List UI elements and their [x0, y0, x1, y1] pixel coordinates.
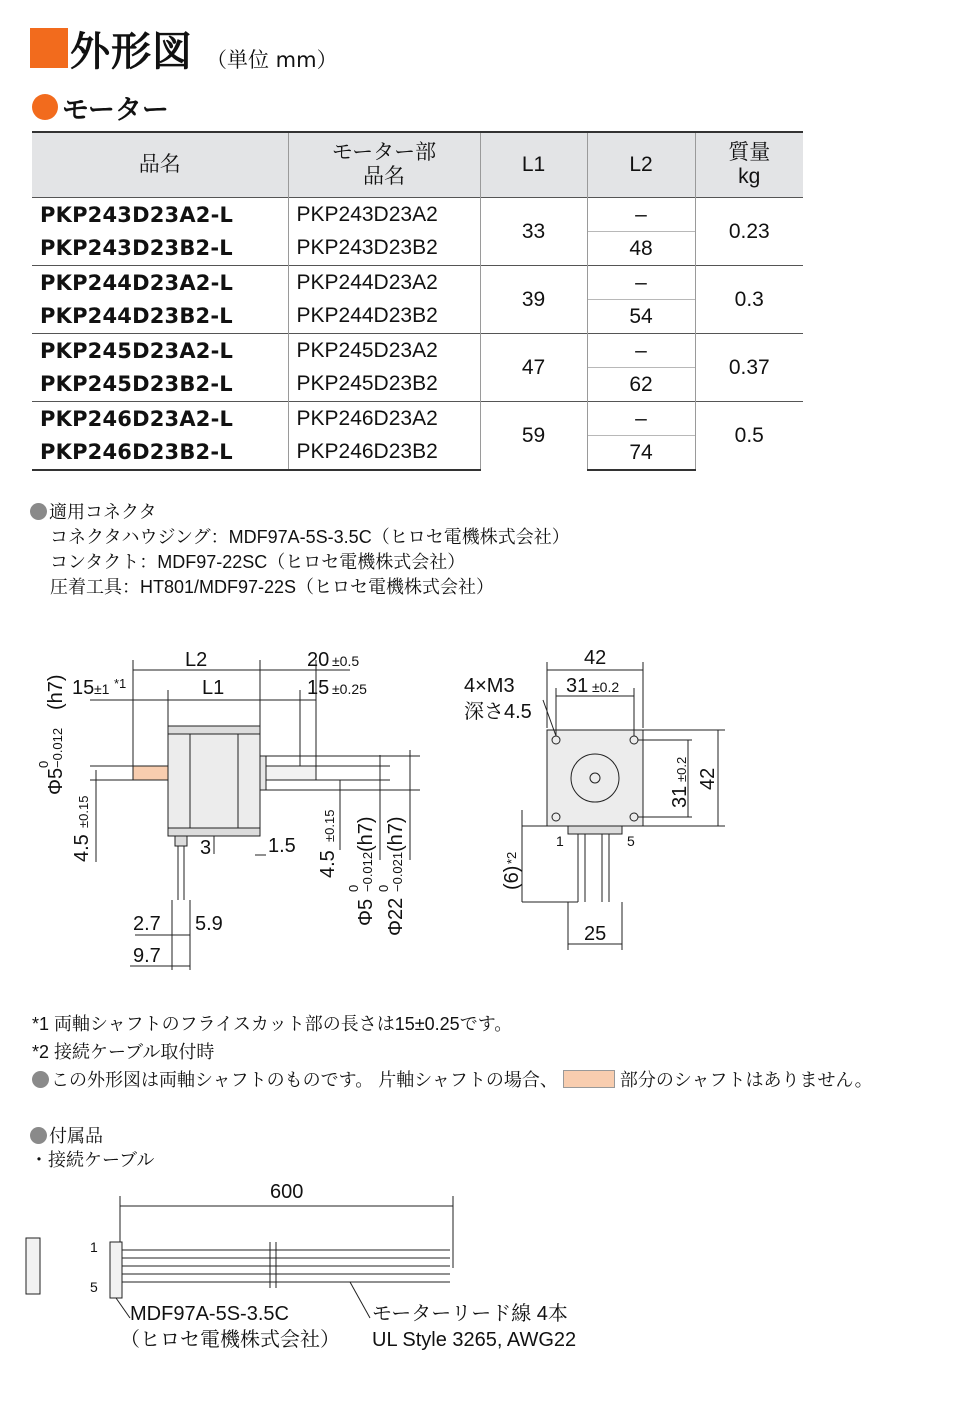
svg-text:15: 15 — [307, 677, 330, 699]
table-row: PKP245D23A2-L PKP245D23A2 47 – 0.37 — [32, 334, 803, 368]
svg-text:−0.021: −0.021 — [390, 851, 405, 892]
bullet-icon — [30, 1127, 47, 1144]
cable-drawing — [20, 1178, 620, 1358]
connector-title: 適用コネクタ — [49, 502, 157, 522]
svg-text:4.5: 4.5 — [317, 850, 339, 878]
svg-text:(6): (6) — [501, 865, 523, 890]
table-row: PKP245D23B2-L PKP245D23B2 62 — [32, 368, 803, 402]
svg-text:4.5: 4.5 — [71, 834, 93, 862]
table-row: PKP243D23B2-L PKP243D23B2 48 — [32, 232, 803, 266]
svg-text:−0.012: −0.012 — [360, 851, 375, 892]
connector-housing: コネクタハウジング：MDF97A-5S-3.5C（ヒロセ電機株式会社） — [50, 527, 570, 547]
svg-text:42: 42 — [697, 767, 719, 790]
svg-text:5: 5 — [627, 833, 635, 849]
table-header-row — [32, 132, 803, 198]
connector-tool: 圧着工具：HT801/MDF97-22S（ヒロセ電機株式会社） — [50, 577, 495, 597]
svg-text:Φ5: Φ5 — [355, 898, 377, 926]
col-part-name: 品名 — [32, 132, 288, 198]
svg-text:0: 0 — [376, 884, 391, 892]
svg-text:42: 42 — [584, 647, 607, 669]
svg-text:0: 0 — [36, 760, 51, 768]
svg-text:(h7): (h7) — [355, 816, 377, 852]
svg-text:MDF97A-5S-3.5C: MDF97A-5S-3.5C — [130, 1303, 289, 1325]
svg-text:深さ4.5: 深さ4.5 — [464, 701, 532, 723]
table-row: PKP243D23A2-L PKP243D23A2 33 – 0.23 — [32, 198, 803, 232]
svg-text:±1: ±1 — [94, 681, 110, 697]
svg-text:4×M3: 4×M3 — [464, 675, 515, 697]
svg-text:1.5: 1.5 — [268, 835, 296, 857]
spec-table — [32, 131, 803, 471]
accessory-notes — [30, 1124, 154, 1172]
svg-text:5: 5 — [90, 1279, 98, 1295]
svg-text:0: 0 — [346, 884, 361, 892]
svg-text:31: 31 — [566, 675, 589, 697]
section-title: モーター — [62, 95, 169, 126]
svg-text:600: 600 — [270, 1181, 304, 1203]
svg-text:L1: L1 — [202, 677, 225, 699]
connector-contact: コンタクト：MDF97-22SC（ヒロセ電機株式会社） — [50, 552, 466, 572]
footnote-3a: この外形図は両軸シャフトのものです。 片軸シャフトの場合、 — [51, 1070, 558, 1090]
section-bullet-icon — [32, 94, 58, 120]
footnote-1: *1 両軸シャフトのフライスカット部の長さは15±0.25です。 — [32, 1014, 513, 1034]
svg-text:31: 31 — [669, 785, 691, 808]
bullet-icon — [30, 503, 47, 520]
svg-text:UL Style 3265, AWG22: UL Style 3265, AWG22 — [372, 1329, 577, 1351]
svg-text:25: 25 — [584, 923, 607, 945]
svg-text:9.7: 9.7 — [133, 945, 161, 967]
svg-text:−0.012: −0.012 — [50, 727, 65, 768]
svg-text:Φ5: Φ5 — [45, 767, 67, 795]
svg-text:15: 15 — [72, 677, 95, 699]
connector-notes — [30, 500, 570, 600]
col-l1: L1 — [480, 132, 587, 198]
table-row: PKP244D23A2-L PKP244D23A2 39 – 0.3 — [32, 266, 803, 300]
svg-text:Φ22: Φ22 — [385, 897, 407, 936]
col-mass: 質量 kg — [695, 132, 803, 198]
bullet-icon — [32, 1071, 49, 1088]
svg-text:±0.15: ±0.15 — [76, 795, 91, 828]
front-view-drawing — [450, 640, 750, 960]
table-row: PKP244D23B2-L PKP244D23B2 54 — [32, 300, 803, 334]
side-view-drawing — [0, 630, 450, 975]
page-title: 外形図 — [70, 29, 193, 75]
col-motor-part: モーター部 品名 — [288, 132, 480, 198]
svg-text:モーターリード線 4本: モーターリード線 4本 — [372, 1303, 568, 1325]
svg-text:±0.2: ±0.2 — [592, 679, 620, 695]
svg-text:2.7: 2.7 — [133, 913, 161, 935]
svg-text:1: 1 — [90, 1239, 98, 1255]
shaft-color-swatch — [563, 1070, 615, 1088]
accessory-item: ・接続ケーブル — [30, 1150, 155, 1170]
svg-text:3: 3 — [200, 837, 212, 859]
footnote-3b: 部分のシャフトはありません。 — [619, 1070, 873, 1090]
svg-text:±0.25: ±0.25 — [332, 681, 367, 697]
svg-text:*2: *2 — [504, 851, 519, 864]
svg-text:1: 1 — [556, 833, 564, 849]
table-row: PKP246D23B2-L PKP246D23B2 74 — [32, 436, 803, 471]
col-l2: L2 — [587, 132, 695, 198]
svg-text:L2: L2 — [185, 649, 208, 671]
footnotes — [32, 1010, 873, 1094]
table-row: PKP246D23A2-L PKP246D23A2 59 – 0.5 — [32, 402, 803, 436]
accessory-title: 付属品 — [49, 1126, 103, 1146]
footnote-2: *2 接続ケーブル取付時 — [32, 1042, 215, 1062]
svg-text:（ヒロセ電機株式会社）: （ヒロセ電機株式会社） — [120, 1329, 340, 1351]
svg-text:(h7): (h7) — [385, 816, 407, 852]
title-marker-icon — [30, 28, 68, 68]
svg-text:±0.5: ±0.5 — [332, 653, 360, 669]
svg-text:±0.15: ±0.15 — [322, 809, 337, 842]
svg-text:±0.2: ±0.2 — [674, 756, 689, 782]
svg-text:5.9: 5.9 — [195, 913, 223, 935]
svg-text:*1: *1 — [114, 676, 127, 691]
svg-text:(h7): (h7) — [45, 674, 67, 710]
svg-text:20: 20 — [307, 649, 330, 671]
unit-label: （単位 mm） — [206, 48, 338, 72]
